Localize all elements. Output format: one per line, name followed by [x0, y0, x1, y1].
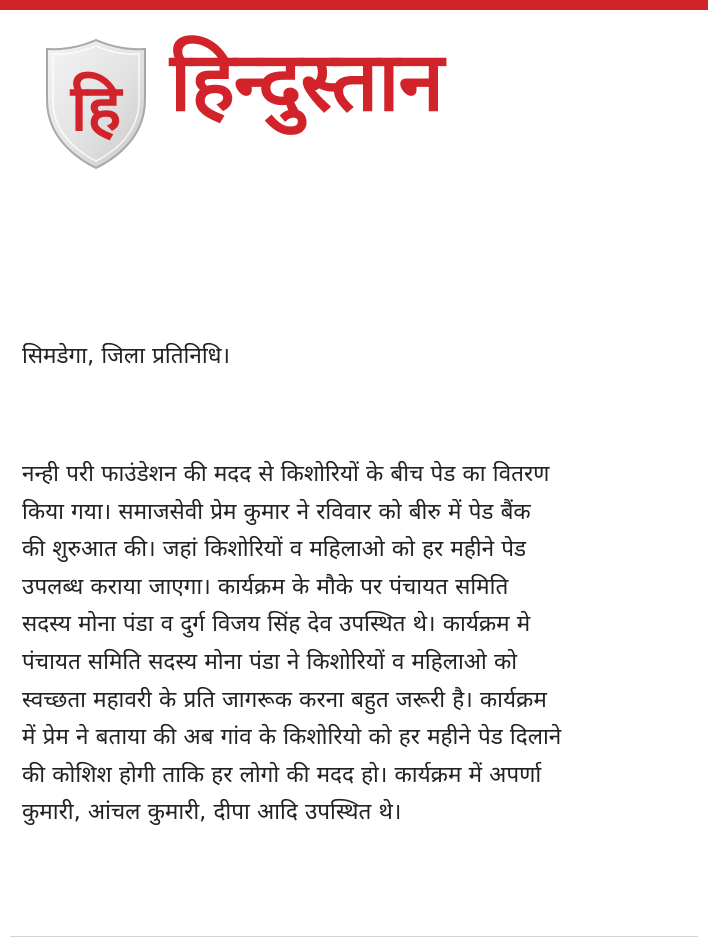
body-line: स्वच्छता महावरी के प्रति जागरूक करना बहुत जरूरी है। कार्यक्रम: [22, 686, 547, 713]
article: [22, 338, 694, 832]
body-line: नन्ही परी फाउंडेशन की मदद से किशोरियों के बीच पेड का वितरण: [22, 461, 550, 487]
body-line: में प्रेम ने बताया की अब गांव के किशोरियो को हर महीने पेड दिलाने: [22, 724, 562, 751]
body-line: पंचायत समिति सदस्य मोना पंडा ने किशोरियों व महिलाओ को: [22, 648, 518, 675]
logo-glyph: हि: [70, 72, 122, 146]
body-line: सदस्य मोना पंडा व दुर्ग विजय सिंह देव उपस्थित थे। कार्यक्रम मे: [22, 611, 531, 638]
body-line: कुमारी, आंचल कुमारी, दीपा आदि उपस्थित थे।: [22, 799, 402, 826]
body-line: किया गया। समाजसेवी प्रेम कुमार ने रविवार को बीरु में पेड बैंक: [22, 498, 531, 525]
article-body: [22, 456, 694, 832]
brand-name: हिन्दुस्तान: [170, 35, 444, 130]
shield-icon: [44, 38, 148, 170]
body-line: उपलब्ध कराया जाएगा। कार्यक्रम के मौके पर पंचायत समिति: [22, 573, 509, 600]
dateline: सिमडेगा, जिला प्रतिनिधि।: [22, 343, 231, 369]
top-accent-bar: [0, 0, 708, 10]
body-line: की कोशिश होगी ताकि हर लोगो की मदद हो। कार्यक्रम में अपर्णा: [22, 761, 542, 788]
body-line: की शुरुआत की। जहां किशोरियों व महिलाओ को हर महीने पेड: [22, 536, 527, 563]
bottom-divider: [10, 936, 698, 937]
masthead: [44, 35, 664, 173]
